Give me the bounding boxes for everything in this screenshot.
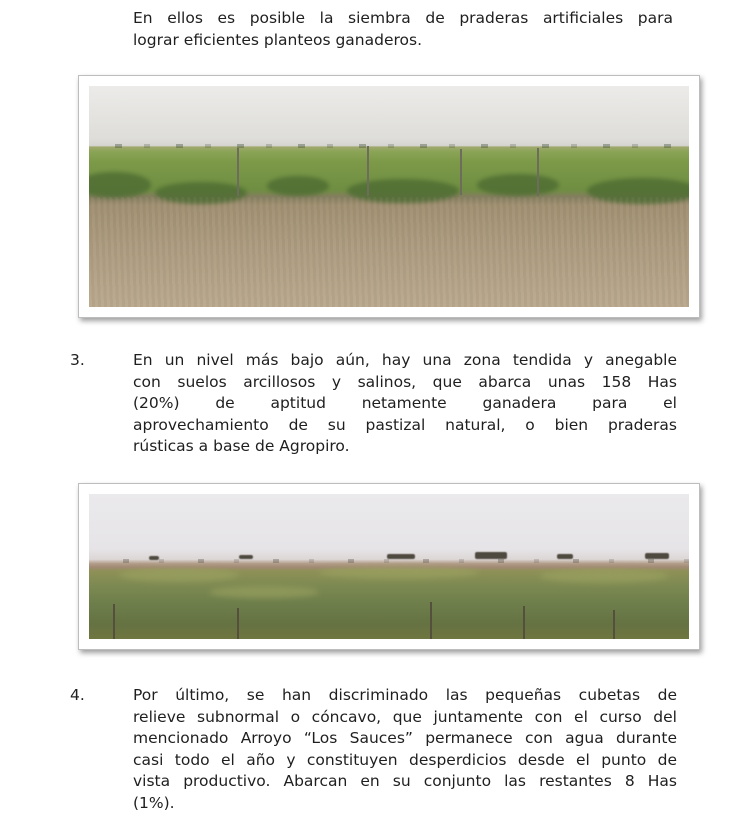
fence-post: [613, 610, 615, 639]
fence-post: [460, 149, 462, 195]
shrub: [89, 172, 151, 198]
field-photo-frame-1: [78, 75, 700, 318]
intro-paragraph: [133, 8, 673, 51]
shrub: [267, 176, 329, 196]
text-line: Por último, se han discriminado las pequeñas cubetas de: [133, 686, 677, 704]
fence-post: [430, 602, 432, 639]
distant-trees: [387, 554, 415, 559]
fence-post: [367, 146, 369, 196]
distant-trees: [557, 554, 573, 559]
grass-patch: [209, 586, 319, 598]
horizon-treeline: [89, 559, 689, 563]
text-line: En un nivel más bajo aún, hay una zona tendida y anegable: [133, 351, 677, 369]
text-line: relieve subnormal o cóncavo, que juntamente con el curso del: [133, 707, 677, 726]
fence-post: [237, 148, 239, 196]
text-line: casi todo el año y constituyen desperdicios desde el punto de: [133, 750, 677, 769]
list-item-number: 4.: [70, 686, 85, 704]
text-line: rústicas a base de Agropiro.: [133, 437, 350, 455]
text-line: (1%).: [133, 793, 175, 812]
fence-post: [237, 608, 239, 639]
grass-patch: [119, 568, 239, 582]
photo-green-pasture-plowed-foreground: [89, 86, 689, 307]
photo-lowland-natural-grassland: [89, 494, 689, 639]
distant-trees: [645, 553, 669, 559]
text-line: (20%) de aptitud netamente ganadera para el: [133, 394, 677, 412]
distant-trees: [239, 555, 253, 559]
fence-post: [537, 148, 539, 196]
text-line: vista productivo. Abarcan en su conjunto las restantes 8 Has: [133, 772, 677, 790]
distant-trees: [149, 556, 159, 560]
bare-soil-texture: [89, 197, 689, 308]
text-line: con suelos arcillosos y salinos, que abarca unas 158 Has: [133, 372, 677, 391]
text-line: aprovechamiento de su pastizal natural, o bien praderas: [133, 415, 677, 434]
list-item-4-text: [133, 685, 677, 814]
fence-post: [113, 604, 115, 639]
shrub: [477, 174, 559, 196]
grass-patch: [319, 566, 479, 579]
grass-patch: [539, 569, 669, 583]
text-line: lograr eficientes planteos ganaderos.: [133, 30, 423, 49]
distant-trees: [475, 552, 507, 559]
fence-post: [523, 606, 525, 639]
text-line: En ellos es posible la siembra de praderas artificiales para: [133, 9, 673, 27]
list-item-3-text: [133, 350, 677, 458]
field-photo-frame-2: [78, 483, 700, 650]
text-line: mencionado Arroyo “Los Sauces” permanece con agua durante: [133, 729, 677, 747]
list-item-number: 3.: [70, 351, 85, 369]
horizon-treeline: [89, 144, 689, 148]
